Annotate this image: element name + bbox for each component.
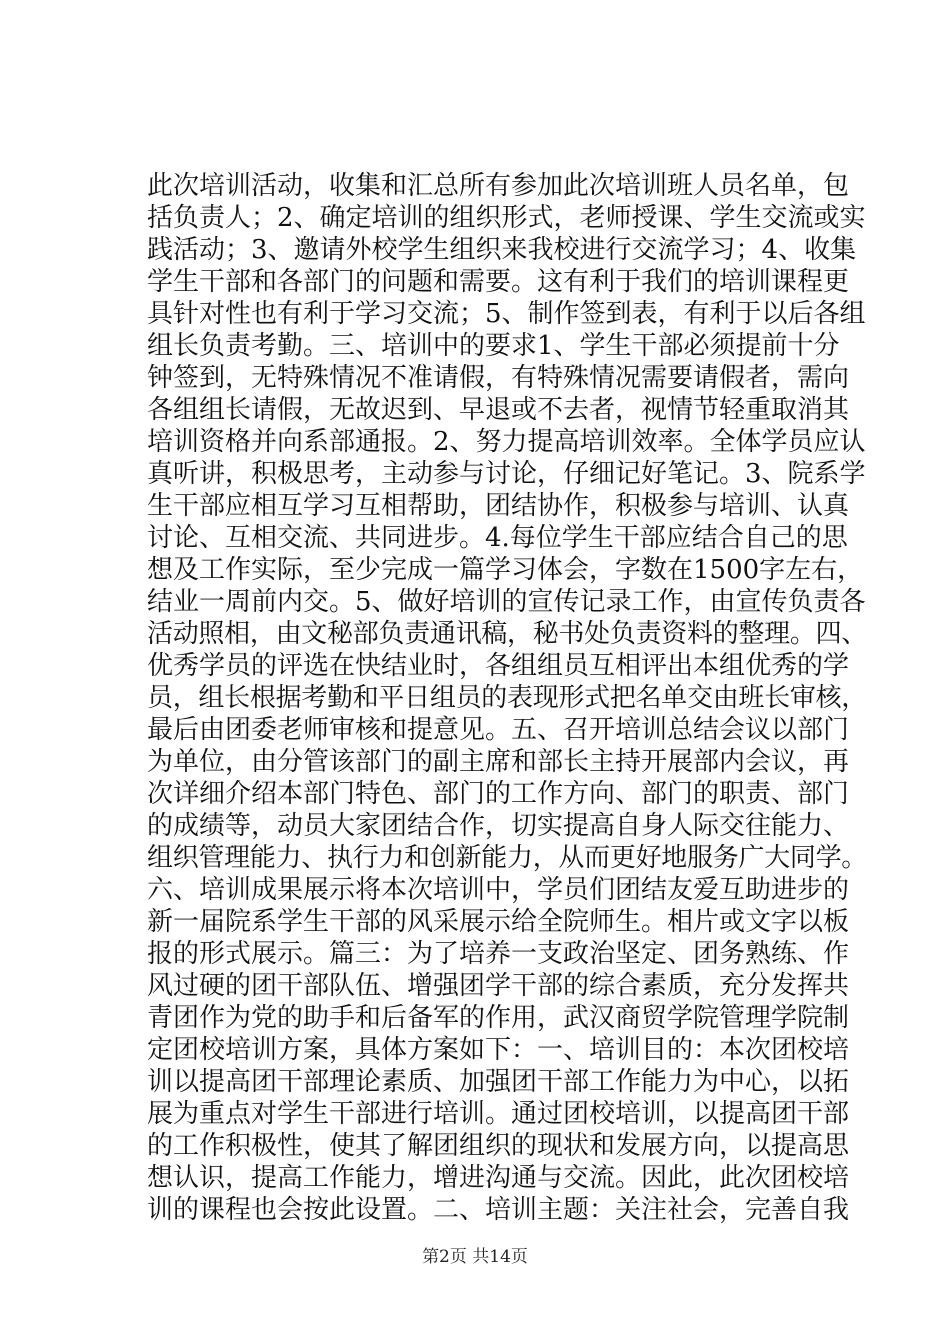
text-line: 优秀学员的评选在快结业时，各组组员互相评出本组优秀的学: [147, 651, 850, 681]
text-line: 培训资格并向系部通报。2、努力提高培训效率。全体学员应认: [147, 427, 866, 457]
text-line: 想认识，提高工作能力，增进沟通与交流。因此，此次团校培: [147, 1163, 850, 1193]
text-line: 各组组长请假，无故迟到、早退或不去者，视情节轻重取消其: [147, 395, 850, 425]
text-line: 具针对性也有利于学习交流；5、制作签到表，有利于以后各组: [147, 299, 866, 329]
text-line: 训的课程也会按此设置。二、培训主题：关注社会，完善自我: [147, 1195, 850, 1225]
text-line: 的成绩等，动员大家团结合作，切实提高自身人际交往能力、: [147, 811, 850, 841]
text-line: 活动照相，由文秘部负责通讯稿，秘书处负责资料的整理。四、: [147, 619, 868, 649]
text-line: 生干部应相互学习互相帮助，团结协作，积极参与培训、认真: [147, 491, 850, 521]
text-line: 真听讲，积极思考，主动参与讨论，仔细记好笔记。3、院系学: [147, 459, 866, 489]
text-line: 最后由团委老师审核和提意见。五、召开培训总结会议以部门: [147, 715, 850, 745]
text-line: 为单位，由分管该部门的副主席和部长主持开展部内会议，再: [147, 747, 850, 777]
text-line: 新一届院系学生干部的风采展示给全院师生。相片或文字以板: [147, 907, 850, 937]
text-line: 次详细介绍本部门特色、部门的工作方向、部门的职责、部门: [147, 779, 850, 809]
text-line: 风过硬的团干部队伍、增强团学干部的综合素质，充分发挥共: [147, 971, 850, 1001]
page-footer: 第2页 共14页: [422, 1247, 528, 1267]
text-line: 学生干部和各部门的问题和需要。这有利于我们的培训课程更: [147, 267, 850, 297]
text-line: 报的形式展示。篇三：为了培养一支政治坚定、团务熟练、作: [147, 939, 850, 969]
text-line: 青团作为党的助手和后备军的作用，武汉商贸学院管理学院制: [147, 1003, 850, 1033]
text-line: 六、培训成果展示将本次培训中，学员们团结友爱互助进步的: [147, 875, 850, 905]
text-line: 员，组长根据考勤和平日组员的表现形式把名单交由班长审核，: [147, 683, 868, 713]
text-line: 展为重点对学生干部进行培训。通过团校培训，以提高团干部: [147, 1099, 850, 1129]
text-line: 组长负责考勤。三、培训中的要求1、学生干部必须提前十分: [147, 331, 840, 361]
text-line: 训以提高团干部理论素质、加强团干部工作能力为中心，以拓: [147, 1067, 850, 1097]
text-line: 践活动；3、邀请外校学生组织来我校进行交流学习；4、收集: [147, 235, 857, 265]
text-line: 组织管理能力、执行力和创新能力，从而更好地服务广大同学。: [147, 843, 868, 873]
text-line: 钟签到，无特殊情况不准请假，有特殊情况需要请假者，需向: [147, 363, 850, 393]
text-line: 此次培训活动，收集和汇总所有参加此次培训班人员名单，包: [147, 171, 850, 201]
body-text: [147, 170, 867, 1226]
text-line: 想及工作实际，至少完成一篇学习体会，字数在1500字左右，: [147, 555, 864, 585]
text-line: 定团校培训方案，具体方案如下：一、培训目的：本次团校培: [147, 1035, 850, 1065]
text-line: 的工作积极性，使其了解团组织的现状和发展方向，以提高思: [147, 1131, 850, 1161]
text-line: 结业一周前内交。5、做好培训的宣传记录工作，由宣传负责各: [147, 587, 866, 617]
text-line: 讨论、互相交流、共同进步。4.每位学生干部应结合自己的思: [147, 523, 848, 553]
text-line: 括负责人；2、确定培训的组织形式，老师授课、学生交流或实: [147, 203, 866, 233]
